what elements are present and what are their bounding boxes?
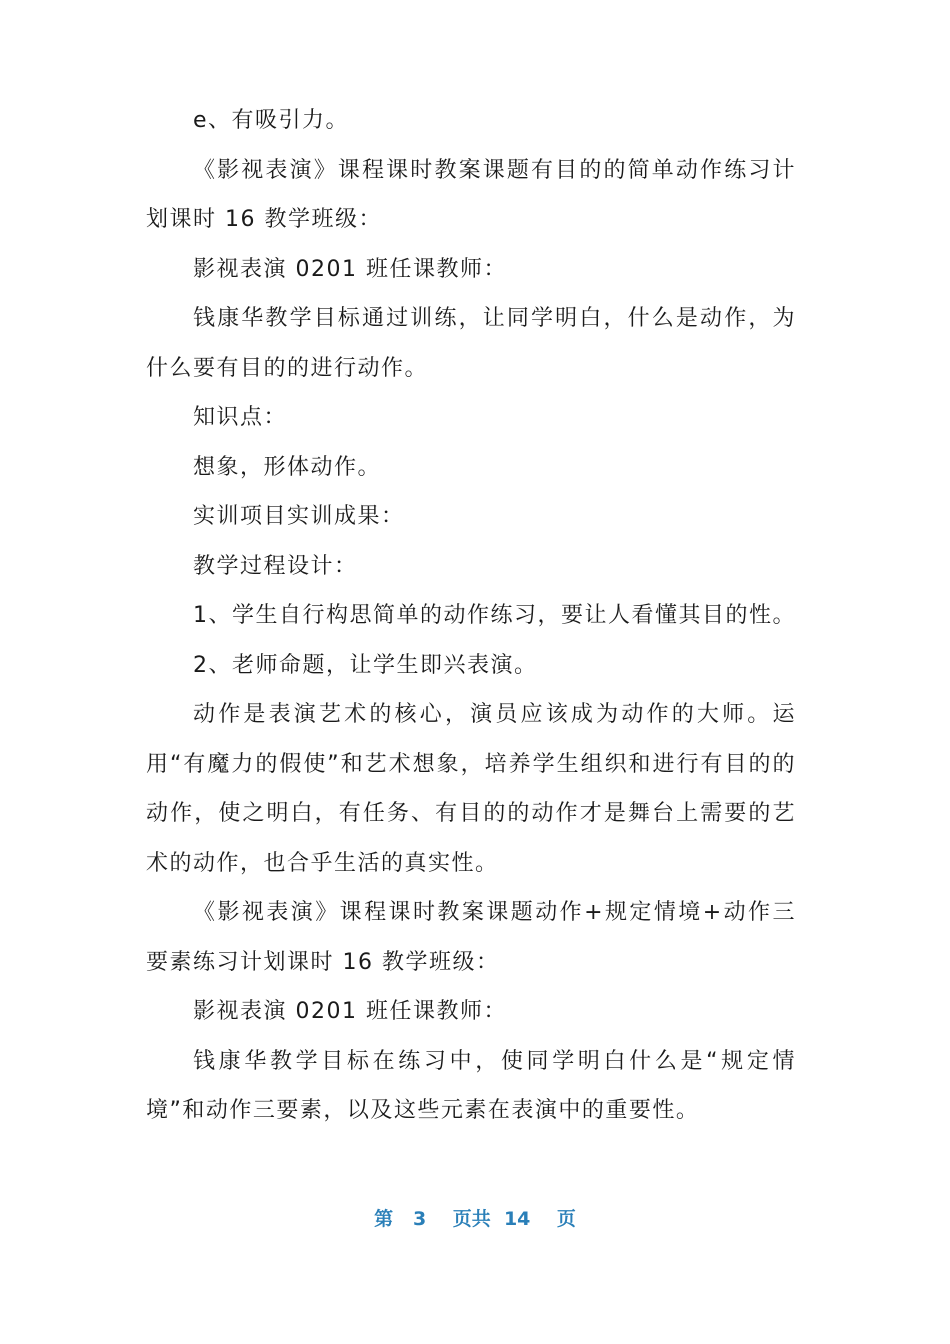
paragraph: 影视表演 0201 班任课教师： bbox=[193, 999, 507, 1024]
paragraph: 动作是表演艺术的核心，演员应该成为动作的大师。运用“有魔力的假使”和艺术想象，培养学生组织和进行有目的的动作，使之明白，有任务、有目的的动作才是舞台上需要的艺术的动作，也合乎生活的真实性。 bbox=[146, 702, 796, 876]
paragraph: 《影视表演》课程课时教案课题动作+规定情境+动作三要素练习计划课时 16 教学班级： bbox=[146, 900, 796, 975]
paragraph: 想象，形体动作。 bbox=[193, 454, 382, 480]
paragraph: 2、老师命题，让学生即兴表演。 bbox=[193, 652, 538, 678]
current-page-number: 3 bbox=[412, 1208, 427, 1230]
total-pages-number: 14 bbox=[503, 1208, 531, 1230]
paragraph: 钱康华教学目标通过训练，让同学明白，什么是动作，为什么要有目的的进行动作。 bbox=[146, 306, 796, 381]
paragraph: 1、学生自行构思简单的动作练习，要让人看懂其目的性。 bbox=[193, 603, 796, 628]
page-footer bbox=[0, 1205, 950, 1233]
paragraph: 影视表演 0201 班任课教师： bbox=[193, 256, 507, 282]
paragraph: 《影视表演》课程课时教案课题有目的的简单动作练习计划课时 16 教学班级： bbox=[146, 157, 796, 232]
paragraph: 钱康华教学目标在练习中，使同学明白什么是“规定情境”和动作三要素，以及这些元素在表演中的重要性。 bbox=[146, 1048, 796, 1123]
document-body bbox=[146, 96, 796, 1136]
paragraph: 知识点： bbox=[193, 405, 288, 430]
paragraph: e、有吸引力。 bbox=[193, 108, 350, 133]
paragraph: 实训项目实训成果： bbox=[193, 504, 405, 529]
footer-prefix: 第 bbox=[374, 1208, 394, 1230]
footer-middle: 页共 bbox=[452, 1208, 491, 1230]
footer-suffix: 页 bbox=[556, 1208, 576, 1230]
paragraph: 教学过程设计： bbox=[193, 553, 358, 579]
